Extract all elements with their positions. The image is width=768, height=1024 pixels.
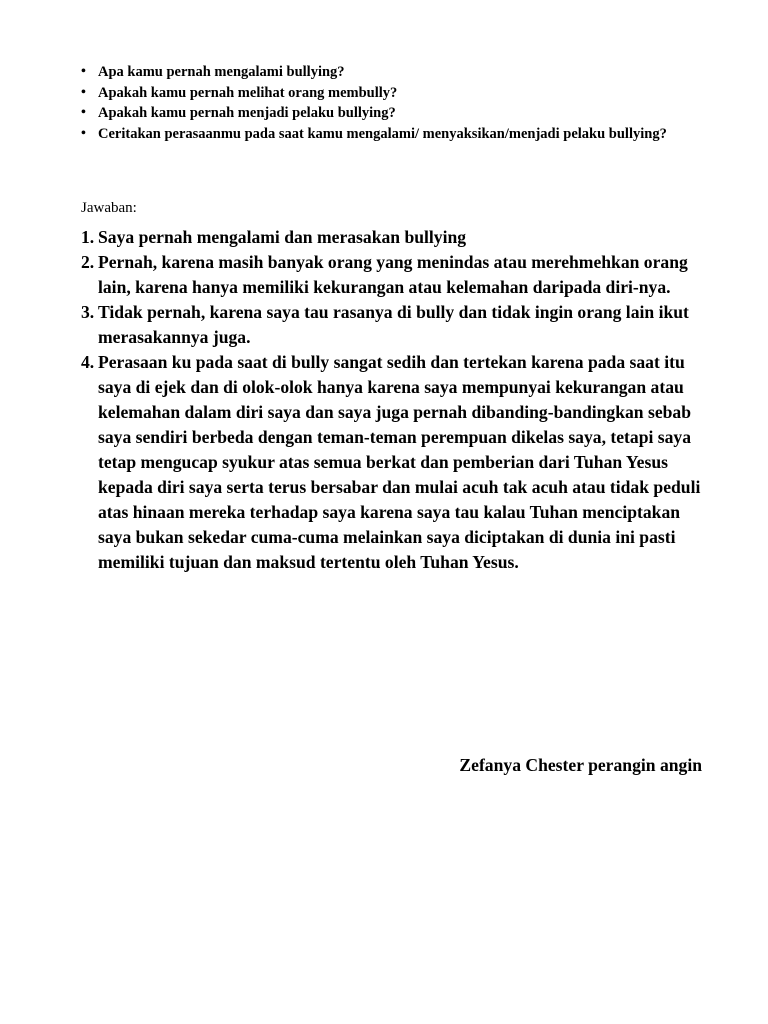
answer-text: Pernah, karena masih banyak orang yang menindas atau merehmehkan orang lain, karena hanya memiliki kekurangan atau kelemahan daripada diri-nya.: [98, 252, 688, 297]
answer-number: 1.: [81, 227, 95, 247]
answer-number: 4.: [81, 352, 95, 372]
question-item: [81, 103, 701, 124]
answer-list: [81, 225, 706, 575]
answer-heading: Jawaban:: [81, 200, 137, 216]
answer-item: [81, 225, 706, 250]
question-text: Ceritakan perasaanmu pada saat kamu mengalami/ menyaksikan/menjadi pelaku bullying?: [98, 125, 667, 142]
answer-item: [81, 300, 706, 350]
answer-item: [81, 350, 706, 575]
answer-number: 3.: [81, 302, 95, 322]
answer-text: Perasaan ku pada saat di bully sangat sedih dan tertekan karena pada saat itu saya di ejek dan di olok-olok hanya karena saya mempunyai kekurangan atau kelemahan dalam diri saya dan saya juga pernah dibanding-bandingkan sebab saya sendiri berbeda dengan teman-teman perempuan dikelas saya, tetapi saya tetap mengucap syukur atas semua berkat dan pemberian dari Tuhan Yesus kepada diri saya serta terus bersabar dan mulai acuh tak acuh atau tidak peduli atas hinaan mereka terhadap saya karena saya tau kalau Tuhan menciptakan saya bukan sekedar cuma-cuma melainkan saya diciptakan di dunia ini pasti memiliki tujuan dan maksud tertentu oleh Tuhan Yesus.: [98, 352, 701, 572]
bullet-icon: •: [81, 105, 86, 120]
bullet-icon: •: [81, 64, 86, 79]
answer-text: Tidak pernah, karena saya tau rasanya di bully dan tidak ingin orang lain ikut merasakannya juga.: [98, 302, 689, 347]
bullet-icon: •: [81, 84, 86, 100]
bullet-icon: •: [81, 125, 86, 141]
question-list: [81, 62, 701, 144]
author-signature: Zefanya Chester perangin angin: [459, 755, 702, 775]
question-item: [81, 83, 701, 104]
answer-item: [81, 250, 706, 300]
question-item: [81, 62, 701, 83]
question-text: Apakah kamu pernah melihat orang membully?: [98, 84, 398, 101]
answer-number: 2.: [81, 252, 95, 272]
question-text: Apa kamu pernah mengalami bullying?: [98, 64, 345, 80]
question-item: [81, 124, 701, 145]
answer-text: Saya pernah mengalami dan merasakan bullying: [98, 227, 467, 247]
question-text: Apakah kamu pernah menjadi pelaku bullying?: [98, 105, 396, 121]
